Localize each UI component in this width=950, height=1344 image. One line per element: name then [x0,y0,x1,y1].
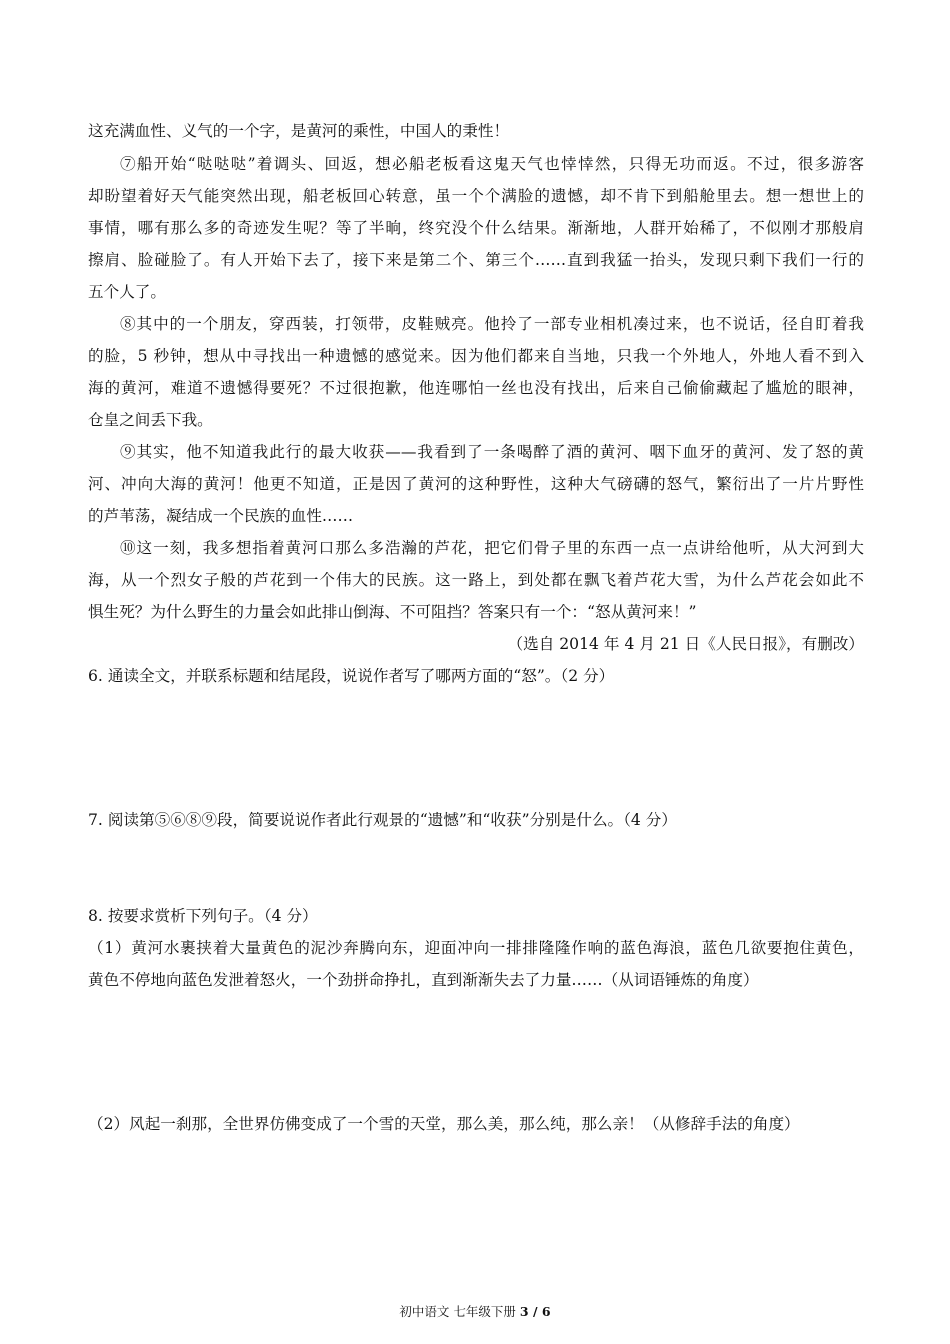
paragraph-8-line-3: 海的黄河，难道不遗憾得要死？不过很抱歉，他连哪怕一丝也没有找出，后来自己偷偷藏起了尴尬的眼神， [88,379,864,397]
paragraph-9-line-1: ⑨其实，他不知道我此行的最大收获——我看到了一条喝醉了酒的黄河、咽下血牙的黄河、发了怒的黄 [120,443,864,461]
paragraph-7-line-5: 五个人了。 [88,283,166,301]
paragraph-8-line-2: 的脸，5 秒钟，想从中寻找出一种遗憾的感觉来。因为他们都来自当地，只我一个外地人，外地人看不到入 [88,347,864,365]
paragraph-7-line-4: 擦肩、脸碰脸了。有人开始下去了，接下来是第二个、第三个……直到我猛一抬头，发现只剩下我们一行的 [88,251,864,269]
paragraph-6-tail-line-1: 这充满血性、义气的一个字，是黄河的乘性，中国人的秉性！ [88,122,510,140]
paragraph-8-line-1: ⑧其中的一个朋友，穿西装，打领带，皮鞋贼亮。他拎了一部专业相机凑过来，也不说话，径自盯着我 [120,315,864,333]
source-citation: （选自 2014 年 4 月 21 日《人民日报》，有删改） [507,635,864,653]
question-6: 6. 通读全文，并联系标题和结尾段，说说作者写了哪两方面的“怒”。（2 分） [88,667,615,685]
question-8-1-line-2: 黄色不停地向蓝色发泄着怒火，一个劲拼命挣扎，直到渐渐失去了力量……（从词语锤炼的角度） [88,971,759,989]
paragraph-10-line-2: 海，从一个烈女子般的芦花到一个伟大的民族。这一路上，到处都在飘飞着芦花大雪，为什么芦花会如此不 [88,571,864,589]
paragraph-10-line-1: ⑩这一刻，我多想指着黄河口那么多浩瀚的芦花，把它们骨子里的东西一点一点讲给他听，从大河到大 [120,539,864,557]
page-footer [0,1304,950,1320]
paragraph-7-line-2: 却盼望着好天气能突然出现，船老板回心转意，虽一个个满脸的遗憾，却不肯下到船舱里去。想一想世上的 [88,187,864,205]
question-8: 8. 按要求赏析下列句子。（4 分） [88,907,318,925]
question-8-2: （2）风起一刹那，全世界仿佛变成了一个雪的天堂，那么美，那么纯，那么亲！（从修辞手法的角度） [88,1115,800,1133]
paragraph-9-line-3: 的芦苇荡，凝结成一个民族的血性…… [88,507,354,525]
paragraph-10-line-3: 惧生死？为什么野生的力量会如此排山倒海、不可阻挡？答案只有一个：“怒从黄河来！” [88,603,697,621]
paragraph-9-line-2: 河、冲向大海的黄河！他更不知道，正是因了黄河的这种野性，这种大气磅礴的怒气，繁衍出了一片片野性 [88,475,864,493]
page-number: 3 / 6 [519,1304,551,1319]
paragraph-8-line-4: 仓皇之间丢下我。 [88,411,213,429]
question-8-1-line-1: （1）黄河水裹挟着大量黄色的泥沙奔腾向东，迎面冲向一排排隆隆作响的蓝色海浪，蓝色几欲要抱住黄色， [88,939,864,957]
question-7: 7. 阅读第⑤⑥⑧⑨段，简要说说作者此行观景的“遗憾”和“收获”分别是什么。（4 分） [88,811,677,829]
paragraph-7-line-1: ⑦船开始“哒哒哒”着调头、回返，想必船老板看这鬼天气也悻悻然，只得无功而返。不过，很多游客 [120,155,864,173]
footer-label: 初中语文 七年级下册 [399,1304,516,1319]
paragraph-7-line-3: 事情，哪有那么多的奇迹发生呢？等了半晌，终究没个什么结果。渐渐地，人群开始稀了，不似刚才那般肩 [88,219,864,237]
